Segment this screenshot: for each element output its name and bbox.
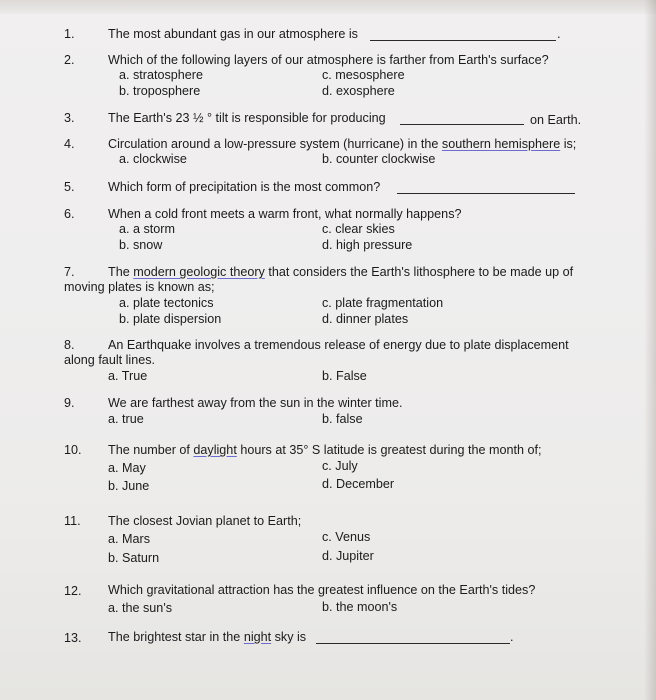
question-text: The modern geologic theory that considers the Earth's lithosphere to be made up of: [108, 265, 574, 279]
question-text: Which gravitational attraction has the greatest influence on the Earth's tides?: [108, 583, 536, 597]
question-number: 10.: [64, 443, 82, 457]
option-b[interactable]: b. plate dispersion: [119, 312, 222, 326]
option-a[interactable]: a. a storm: [119, 222, 175, 236]
question-text: Circulation around a low-pressure system (hurricane) in the southern hemisphere is;: [108, 137, 577, 151]
option-b[interactable]: b. June: [108, 479, 150, 493]
option-a[interactable]: a. stratosphere: [119, 68, 204, 82]
question-number: 9.: [64, 396, 75, 410]
question-text: The Earth's 23 ½ ° tilt is responsible for producing: [108, 111, 386, 125]
question-text: Which form of precipitation is the most common?: [108, 180, 381, 194]
option-b[interactable]: b. false: [322, 412, 363, 426]
option-a[interactable]: a. the sun's: [108, 601, 173, 615]
answer-blank[interactable]: [397, 193, 575, 194]
answer-blank[interactable]: [316, 643, 510, 644]
question-number: 12.: [64, 584, 82, 598]
answer-blank[interactable]: [400, 124, 524, 125]
option-d[interactable]: d. high pressure: [322, 238, 413, 252]
question-end: .: [510, 630, 514, 644]
question-text: The most abundant gas in our atmosphere is: [108, 27, 358, 41]
question-number: 4.: [64, 137, 75, 151]
option-b[interactable]: b. False: [322, 369, 367, 383]
option-a[interactable]: a. clockwise: [119, 152, 187, 166]
question-number: 7.: [64, 265, 75, 279]
option-a[interactable]: a. May: [108, 461, 146, 475]
option-d[interactable]: d. dinner plates: [322, 312, 409, 326]
question-number: 5.: [64, 180, 75, 194]
option-b[interactable]: b. snow: [119, 238, 163, 252]
question-text-continued: moving plates is known as;: [64, 280, 215, 294]
question-number: 11.: [64, 514, 81, 528]
option-b[interactable]: b. counter clockwise: [322, 152, 436, 166]
question-text: The closest Jovian planet to Earth;: [108, 514, 302, 528]
option-d[interactable]: d. December: [322, 477, 395, 491]
option-d[interactable]: d. exosphere: [322, 84, 395, 98]
option-a[interactable]: a. Mars: [108, 532, 150, 546]
page-top-edge: [0, 0, 656, 14]
option-a[interactable]: a. plate tectonics: [119, 296, 214, 310]
question-number: 1.: [64, 27, 75, 41]
option-c[interactable]: c. July: [322, 459, 358, 473]
option-c[interactable]: c. clear skies: [322, 222, 395, 236]
question-text: An Earthquake involves a tremendous release of energy due to plate displacement: [108, 338, 569, 352]
question-text: We are farthest away from the sun in the winter time.: [108, 396, 403, 410]
option-d[interactable]: d. Jupiter: [322, 549, 374, 563]
option-c[interactable]: c. Venus: [322, 530, 371, 544]
option-a[interactable]: a. true: [108, 412, 144, 426]
question-text: When a cold front meets a warm front, what normally happens?: [108, 207, 462, 221]
option-b[interactable]: b. the moon's: [322, 600, 398, 614]
question-end: .: [557, 27, 561, 41]
question-number: 3.: [64, 111, 75, 125]
question-number: 8.: [64, 338, 75, 352]
option-c[interactable]: c. plate fragmentation: [322, 296, 444, 310]
option-b[interactable]: b. troposphere: [119, 84, 201, 98]
question-end: on Earth.: [530, 113, 582, 127]
question-number: 13.: [64, 631, 82, 645]
question-number: 2.: [64, 53, 75, 67]
page-shadow: [644, 0, 656, 700]
option-c[interactable]: c. mesosphere: [322, 68, 405, 82]
question-text: Which of the following layers of our atmosphere is farther from Earth's surface?: [108, 53, 549, 67]
option-b[interactable]: b. Saturn: [108, 551, 160, 565]
question-text-continued: along fault lines.: [64, 353, 156, 367]
question-text: The brightest star in the night sky is: [108, 630, 307, 644]
question-text: The number of daylight hours at 35° S latitude is greatest during the month of;: [108, 443, 542, 457]
question-number: 6.: [64, 207, 75, 221]
option-a[interactable]: a. True: [108, 369, 148, 383]
answer-blank[interactable]: [370, 40, 556, 41]
